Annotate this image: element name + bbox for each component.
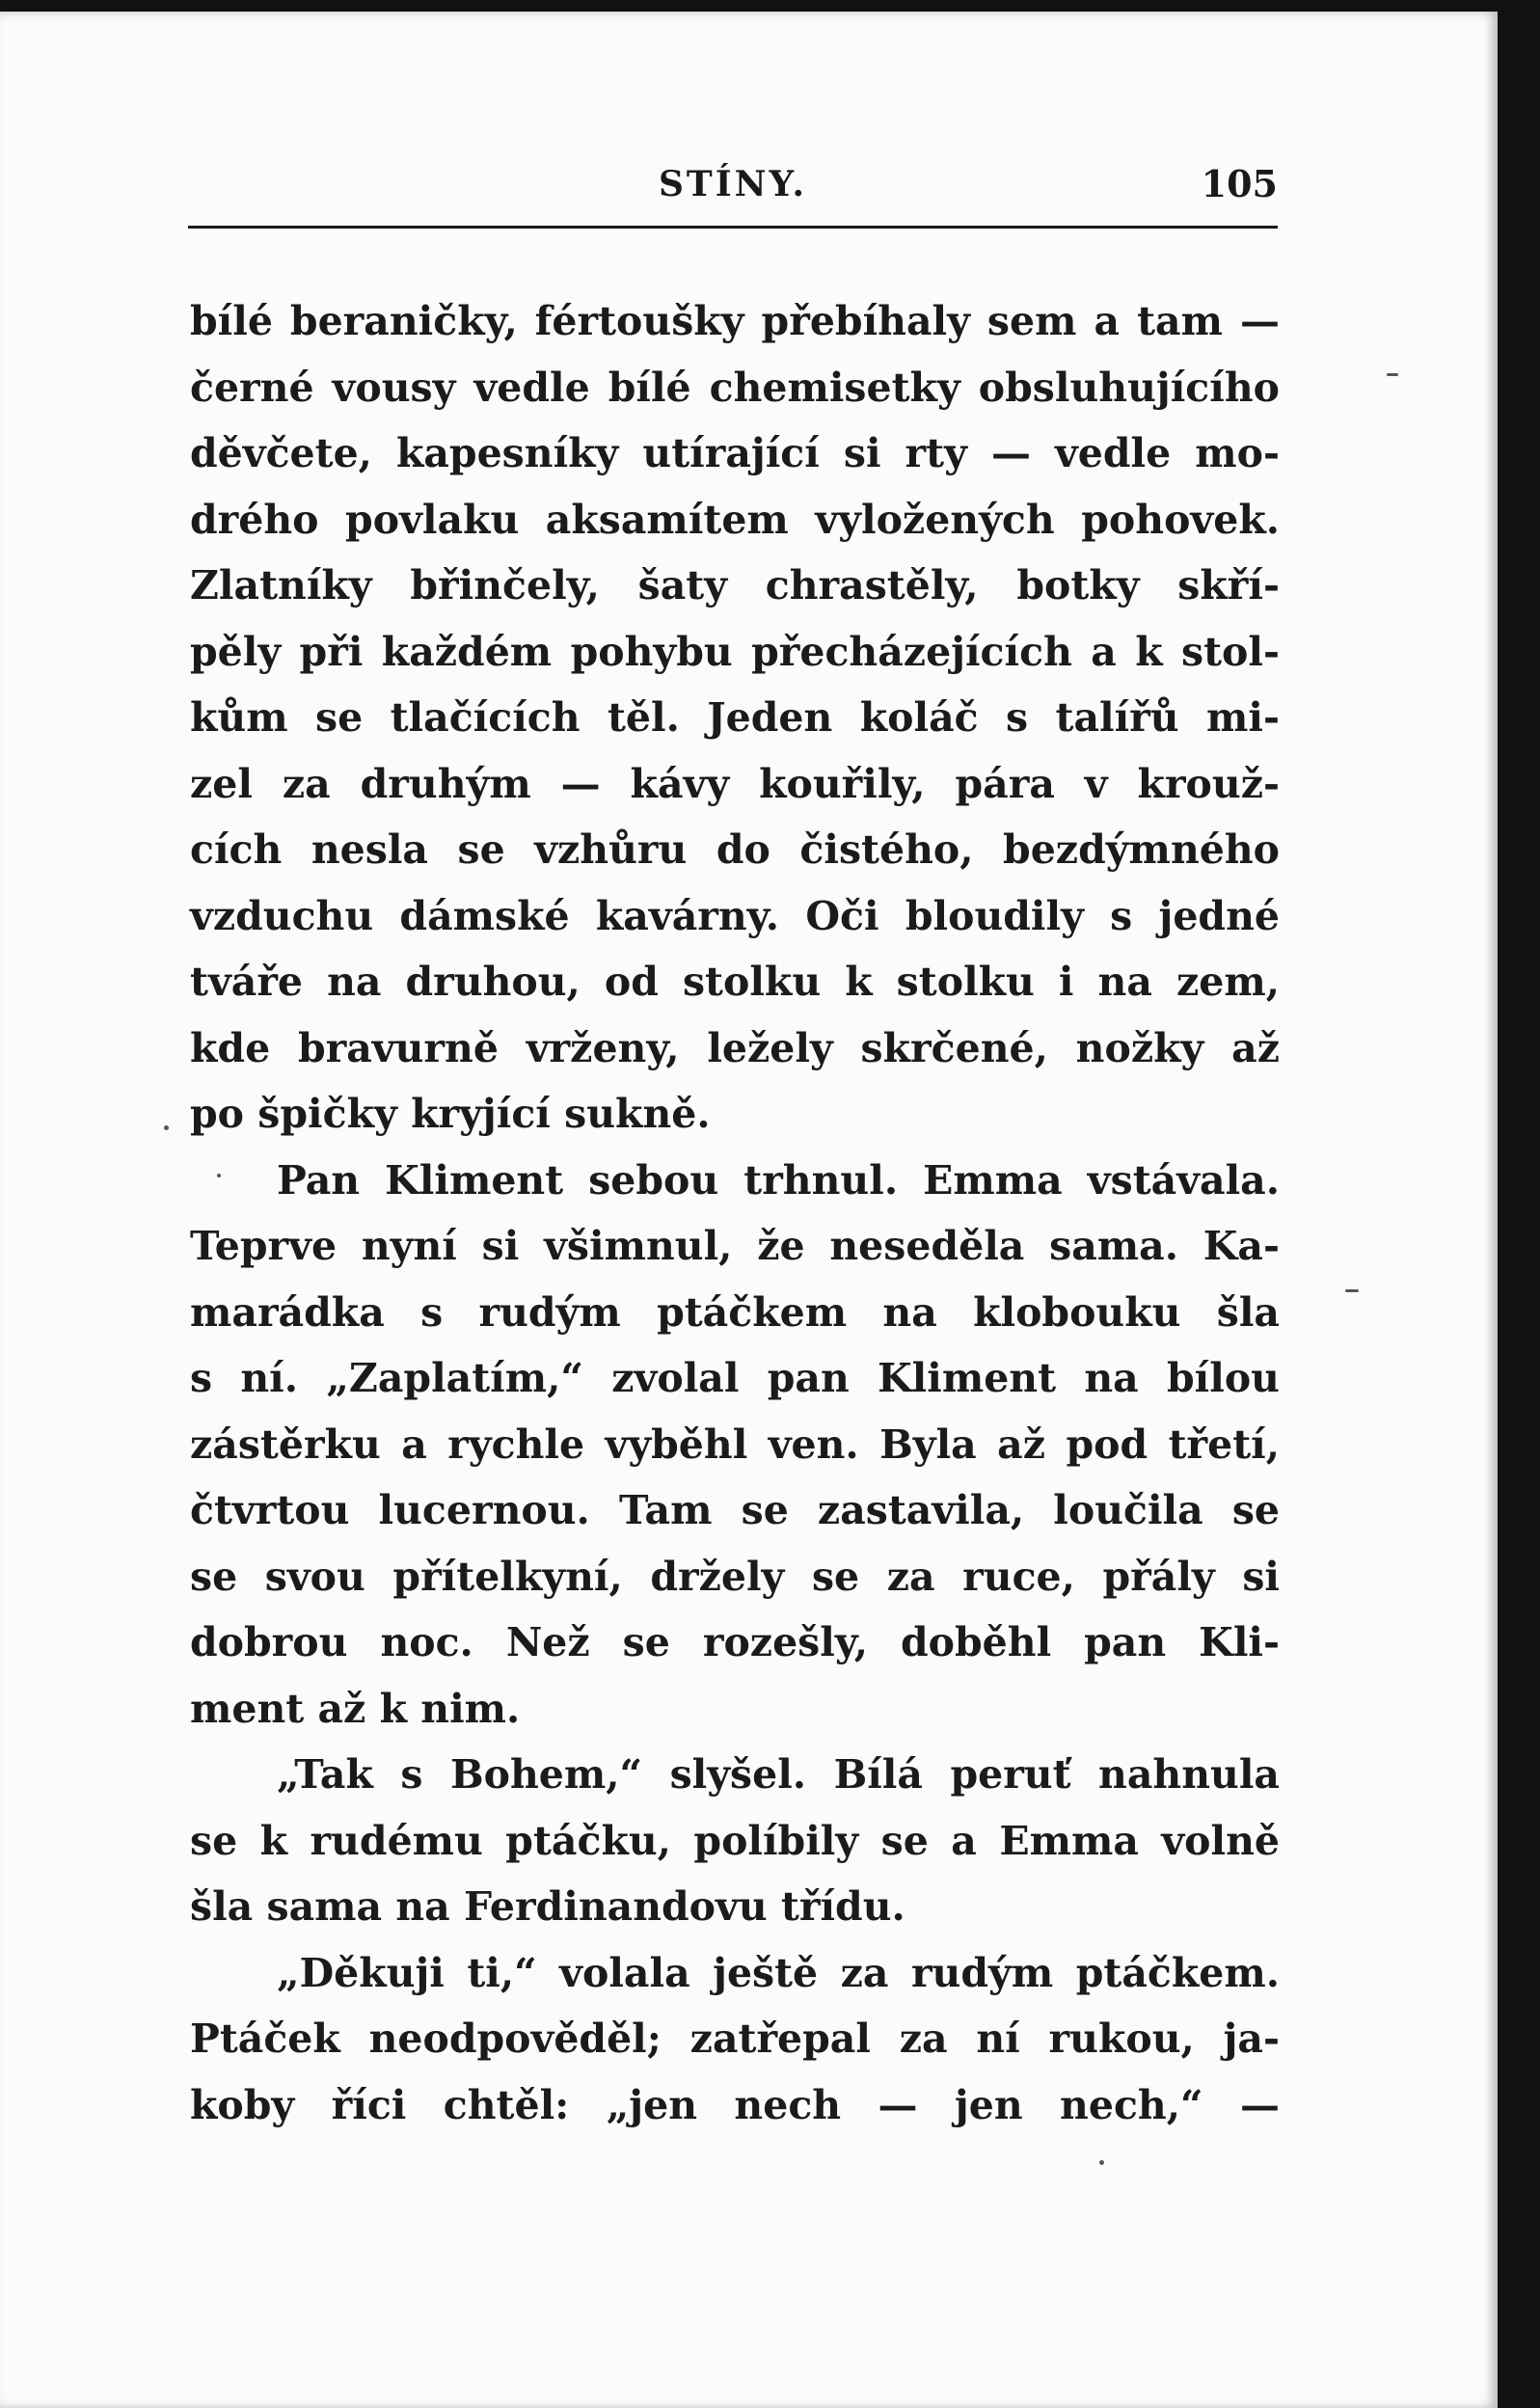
text-line: zel za druhým — kávy kouřily, pára v krouž- [190,760,1280,807]
text-line: pěly při každém pohybu přecházejících a k stol- [190,628,1280,675]
text-line: černé vousy vedle bílé chemisetky obsluhujícího [190,364,1280,411]
text-line: s ní. „Zaplatím,“ zvolal pan Kliment na bílou [190,1355,1280,1401]
text-line: vzduchu dámské kavárny. Oči bloudily s jedné [190,892,1280,939]
scan-right-border [1498,0,1540,2408]
text-line: šla sama na Ferdinandovu třídu. [190,1883,905,1930]
ink-speck [164,1125,169,1130]
text-line: ment až k nim. [190,1685,521,1732]
text-line: Ptáček neodpověděl; zatřepal za ní rukou, ja- [190,2016,1280,2062]
text-line: marádka s rudým ptáčkem na klobouku šla [190,1288,1280,1336]
text-line: děvčete, kapesníky utírající si rty — vedle mo- [190,430,1280,476]
book-page [0,12,1498,2408]
text-line: zástěrku a rychle vyběhl ven. Byla až pod třetí, [190,1420,1280,1468]
text-line: bílé beraničky, fértoušky přebíhaly sem a tam — [190,298,1280,344]
ink-speck [1387,373,1398,376]
text-line: Teprve nyní si všimnul, že neseděla sama. Ka- [190,1223,1280,1269]
ink-speck [1345,1289,1359,1292]
text-line: Zlatníky břinčely, šaty chrastěly, botky skří- [190,562,1280,609]
text-line: se k rudému ptáčku, políbily se a Emma volně [190,1817,1280,1864]
scan-top-border [0,0,1540,12]
text-line: se svou přítelkyní, držely se za ruce, přály si [190,1553,1280,1600]
text-line: koby říci chtěl: „jen nech — jen nech,“ — [190,2081,1280,2128]
text-line: Pan Kliment sebou trhnul. Emma vstávala. [277,1156,1280,1204]
text-line: dobrou noc. Než se rozešly, doběhl pan Kli- [190,1619,1280,1665]
text-line: „Děkuji ti,“ volala ještě za rudým ptáčkem. [277,1949,1280,1996]
ink-speck [217,1174,221,1177]
ink-speck [1099,2160,1104,2165]
text-line: cích nesla se vzhůru do čistého, bezdýmného [190,826,1280,873]
body-text [190,288,1280,2138]
text-line: čtvrtou lucernou. Tam se zastavila, loučila se [190,1487,1280,1533]
text-line: kde bravurně vrženy, ležely skrčené, nožky až [190,1024,1280,1071]
text-line: drého povlaku aksamítem vyložených pohovek. [190,496,1280,543]
text-line: kům se tlačících těl. Jeden koláč s talířů mi- [190,694,1280,741]
page-number: 105 [1201,162,1278,205]
page-header [188,156,1278,229]
text-line: tváře na druhou, od stolku k stolku i na zem, [190,959,1280,1005]
text-line: po špičky kryjící sukně. [190,1091,711,1137]
running-title: STÍNY. [658,164,808,204]
text-line: „Tak s Bohem,“ slyšel. Bílá peruť nahnula [277,1751,1280,1798]
